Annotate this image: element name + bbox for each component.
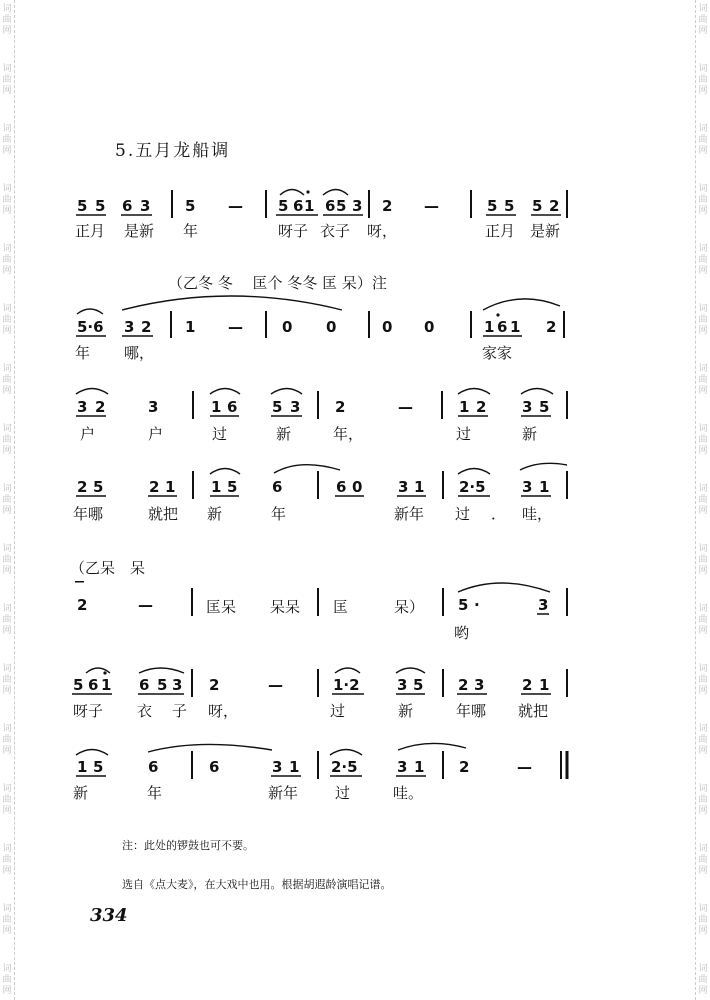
lyric: 正月	[485, 222, 516, 240]
note: 1	[304, 197, 315, 215]
watermark-text: 词 曲 网	[698, 4, 708, 36]
note: 1	[211, 478, 222, 496]
watermark-text: 词 曲 网	[698, 724, 708, 756]
lyric: 呀子	[73, 702, 104, 720]
lyric: 呀，	[208, 702, 239, 720]
lyric: 过	[456, 425, 472, 443]
note: 1	[289, 758, 300, 776]
note: 5	[73, 676, 84, 694]
lyric: 哪，	[124, 344, 155, 362]
note: 3	[522, 398, 533, 416]
lyric: 年，	[333, 425, 364, 443]
note: 5	[458, 596, 469, 614]
lyric: 是新	[124, 222, 155, 240]
note: 2	[549, 197, 560, 215]
watermark-text: 词 曲 网	[2, 244, 12, 276]
note: 3	[397, 676, 408, 694]
watermark-text: 词 曲 网	[2, 424, 12, 456]
note: 2	[335, 398, 346, 416]
watermark-text: 词 曲 网	[698, 664, 708, 696]
note: 6	[272, 478, 283, 496]
lyric: 呀，	[367, 222, 398, 240]
note: 1	[414, 478, 425, 496]
note: 0	[424, 318, 435, 336]
note: 1	[510, 318, 521, 336]
note: 5	[227, 478, 238, 496]
watermark-text: 词 曲 网	[698, 604, 708, 636]
note: 0	[352, 478, 363, 496]
watermark-text: 词 曲 网	[2, 904, 12, 936]
lyric: 新	[73, 784, 89, 802]
watermark-text: 词 曲 网	[698, 484, 708, 516]
watermark-text: 词 曲 网	[2, 64, 12, 96]
note: 1	[185, 318, 196, 336]
percussion-syllable: 匡呆	[206, 598, 237, 616]
note: 2·5	[459, 478, 486, 496]
note: 6	[148, 758, 159, 776]
watermark-text: 词 曲 网	[2, 784, 12, 816]
note: 5	[77, 197, 88, 215]
lyric: 过	[330, 702, 346, 720]
note: 1	[539, 478, 550, 496]
note: 1	[414, 758, 425, 776]
note: 3	[522, 478, 533, 496]
lyric: 年	[75, 344, 91, 362]
note: 3	[397, 758, 408, 776]
source-note: 选自《点大麦》，在大戏中也用。根据胡遐龄演唱记谱。	[122, 878, 392, 891]
lyric: 新	[522, 425, 538, 443]
lyric: 新	[207, 505, 223, 523]
note: 3	[538, 596, 549, 614]
note: 2	[95, 398, 106, 416]
watermark-text: 词 曲 网	[698, 244, 708, 276]
note: 5	[532, 197, 543, 215]
note: —	[138, 596, 153, 614]
lyric: 哇，	[522, 505, 553, 523]
lyric: 新年	[394, 505, 425, 523]
watermark-text: 词 曲 网	[2, 964, 12, 996]
watermark-text: 词 曲 网	[2, 544, 12, 576]
lyric: 子	[172, 702, 188, 720]
note: 2	[149, 478, 160, 496]
note: 5	[504, 197, 515, 215]
watermark-text: 词 曲 网	[2, 4, 12, 36]
note: 6	[325, 197, 336, 215]
lyric: 是新	[530, 222, 561, 240]
tick-marks	[75, 581, 84, 583]
watermark-text: 词 曲 网	[2, 724, 12, 756]
note: 1	[459, 398, 470, 416]
note: 3	[77, 398, 88, 416]
note: ·	[474, 596, 480, 614]
lyric: 就把	[148, 505, 179, 523]
note: 5·6	[77, 318, 104, 336]
percussion-line: （乙呆 呆	[70, 559, 146, 577]
watermark-text: 词 曲 网	[698, 544, 708, 576]
watermark-text: 词 曲 网	[2, 604, 12, 636]
note: 2	[382, 197, 393, 215]
watermark-text: 词 曲 网	[698, 364, 708, 396]
lyric: 正月	[75, 222, 106, 240]
lyric: ．	[491, 505, 507, 523]
note: 2	[546, 318, 557, 336]
note: 5	[93, 478, 104, 496]
footnote: 注：此处的锣鼓也可不要。	[122, 839, 254, 852]
watermark-text: 词 曲 网	[2, 844, 12, 876]
note: 6	[497, 318, 508, 336]
note: 2·5	[331, 758, 358, 776]
octave-dots	[103, 190, 499, 674]
note: 3	[172, 676, 183, 694]
note: 5	[157, 676, 168, 694]
note: 1	[101, 676, 112, 694]
note: 1	[484, 318, 495, 336]
lyric: 年哪	[73, 505, 104, 523]
watermark-text: 词 曲 网	[698, 784, 708, 816]
note: 0	[382, 318, 393, 336]
watermark-text: 词 曲 网	[698, 844, 708, 876]
lyric: 呀子	[278, 222, 309, 240]
note: 5	[336, 197, 347, 215]
note: 3	[474, 676, 485, 694]
note: 1	[539, 676, 550, 694]
note: 5	[487, 197, 498, 215]
note: 1·2	[333, 676, 360, 694]
note: 3	[272, 758, 283, 776]
note: 6	[293, 197, 304, 215]
note: 6	[336, 478, 347, 496]
note: 5	[272, 398, 283, 416]
lyric: 就把	[518, 702, 549, 720]
watermark-text: 词 曲 网	[2, 484, 12, 516]
watermark-text: 词 曲 网	[698, 424, 708, 456]
note: 0	[282, 318, 293, 336]
lyric: 年	[183, 222, 199, 240]
note: 6	[88, 676, 99, 694]
note: 2	[77, 596, 88, 614]
lyric: 新年	[268, 784, 299, 802]
note: 0	[326, 318, 337, 336]
lyric: 哇。	[393, 784, 424, 802]
lyric: 家家	[482, 344, 513, 362]
watermark-text: 词 曲 网	[2, 304, 12, 336]
watermark-text: 词 曲 网	[698, 304, 708, 336]
watermark-text: 词 曲 网	[2, 364, 12, 396]
watermark-text: 词 曲 网	[698, 64, 708, 96]
lyric: 过	[335, 784, 351, 802]
note: 6	[227, 398, 238, 416]
lyric: 年哪	[456, 702, 487, 720]
percussion-syllable: 呆）	[394, 598, 425, 616]
lyric: 新	[398, 702, 414, 720]
note: —	[228, 318, 243, 336]
note: —	[228, 197, 243, 215]
note: 5	[539, 398, 550, 416]
watermark-text: 词 曲 网	[698, 124, 708, 156]
lyric: 哟	[454, 624, 470, 642]
note: 5	[95, 197, 106, 215]
note: 2	[141, 318, 152, 336]
lyric: 过	[212, 425, 228, 443]
note: 5	[278, 197, 289, 215]
note: 6	[139, 676, 150, 694]
lyric: 衣子	[320, 222, 351, 240]
percussion-syllable: 呆呆	[270, 598, 301, 616]
lyric: 过	[455, 505, 471, 523]
note: 6	[209, 758, 220, 776]
slurs	[76, 190, 567, 756]
note: 5	[413, 676, 424, 694]
note: —	[268, 676, 283, 694]
barlines	[171, 190, 567, 779]
note: 1	[165, 478, 176, 496]
note: 2	[458, 676, 469, 694]
note: —	[424, 197, 439, 215]
note: 3	[398, 478, 409, 496]
note: 1	[77, 758, 88, 776]
note: 3	[290, 398, 301, 416]
watermark-text: 词 曲 网	[2, 184, 12, 216]
underlines	[72, 215, 561, 776]
note: 2	[476, 398, 487, 416]
note: 5	[185, 197, 196, 215]
watermark-text: 词 曲 网	[2, 124, 12, 156]
song-title: 5.五月龙船调	[115, 141, 231, 161]
percussion-syllable: 匡	[333, 598, 349, 616]
note: —	[398, 398, 413, 416]
percussion-line: （乙冬 冬 匡个 冬冬 匡 呆）注	[168, 274, 387, 292]
watermark-text: 词 曲 网	[698, 964, 708, 996]
note: 3	[148, 398, 159, 416]
note: 3	[140, 197, 151, 215]
note: 2	[522, 676, 533, 694]
note: 2	[459, 758, 470, 776]
page-number: 334	[90, 905, 128, 926]
note: 3	[352, 197, 363, 215]
lyric: 新	[276, 425, 292, 443]
note: 2	[209, 676, 220, 694]
note: 6	[122, 197, 133, 215]
lyric: 户	[148, 425, 164, 443]
note: 5	[93, 758, 104, 776]
lyric: 年	[271, 505, 287, 523]
note: 2	[77, 478, 88, 496]
note: —	[517, 758, 532, 776]
watermark-text: 词 曲 网	[698, 904, 708, 936]
note: 1	[211, 398, 222, 416]
watermark-text: 词 曲 网	[2, 664, 12, 696]
note: 3	[124, 318, 135, 336]
lyric: 衣	[137, 702, 153, 720]
lyric: 年	[147, 784, 163, 802]
watermark-text: 词 曲 网	[698, 184, 708, 216]
lyric: 户	[80, 425, 96, 443]
